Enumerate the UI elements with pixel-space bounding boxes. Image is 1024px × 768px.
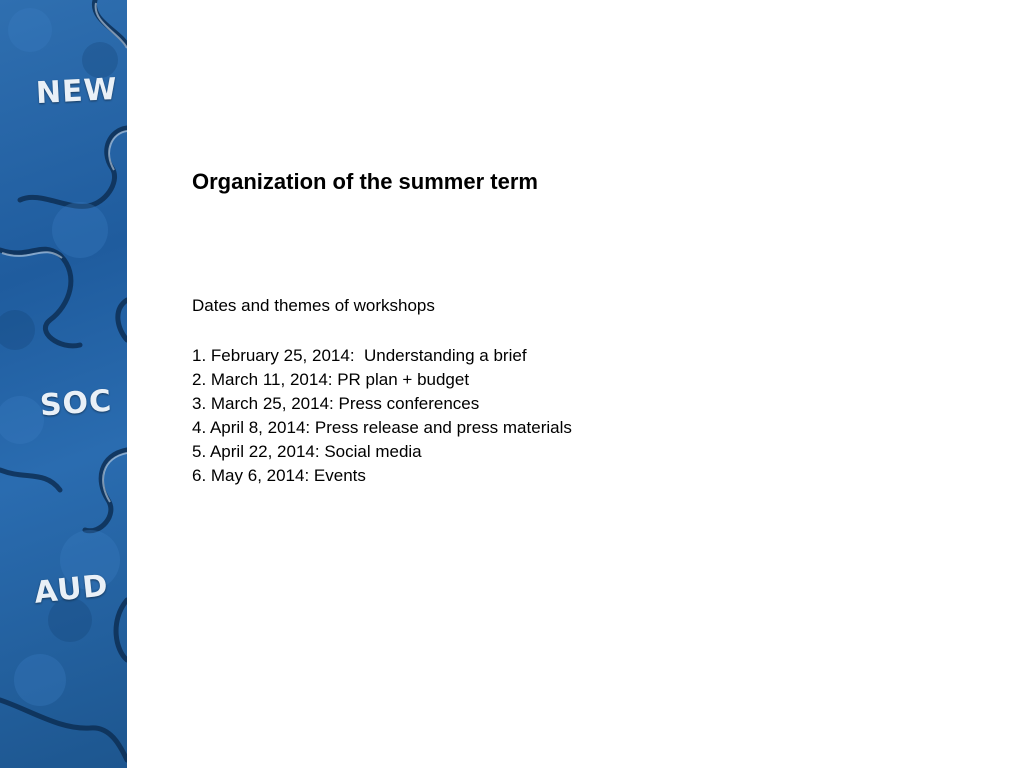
workshop-item: 1. February 25, 2014: Understanding a brief (192, 346, 527, 365)
puzzle-image-strip (0, 0, 127, 768)
slide-title: Organization of the summer term (192, 169, 538, 194)
puzzle-word-aud: AUD (32, 568, 111, 611)
puzzle-word-soc: SOC (38, 383, 114, 424)
workshop-item: 3. March 25, 2014: Press conferences (192, 394, 480, 413)
workshop-item: 6. May 6, 2014: Events (192, 466, 366, 485)
workshop-item: 5. April 22, 2014: Social media (192, 442, 422, 461)
puzzle-word-new: NEW (35, 71, 119, 112)
workshop-item: 2. March 11, 2014: PR plan + budget (192, 370, 470, 389)
workshop-list (192, 344, 572, 488)
workshops-subtitle: Dates and themes of workshops (192, 296, 435, 315)
workshop-item: 4. April 8, 2014: Press release and press materials (192, 418, 572, 437)
